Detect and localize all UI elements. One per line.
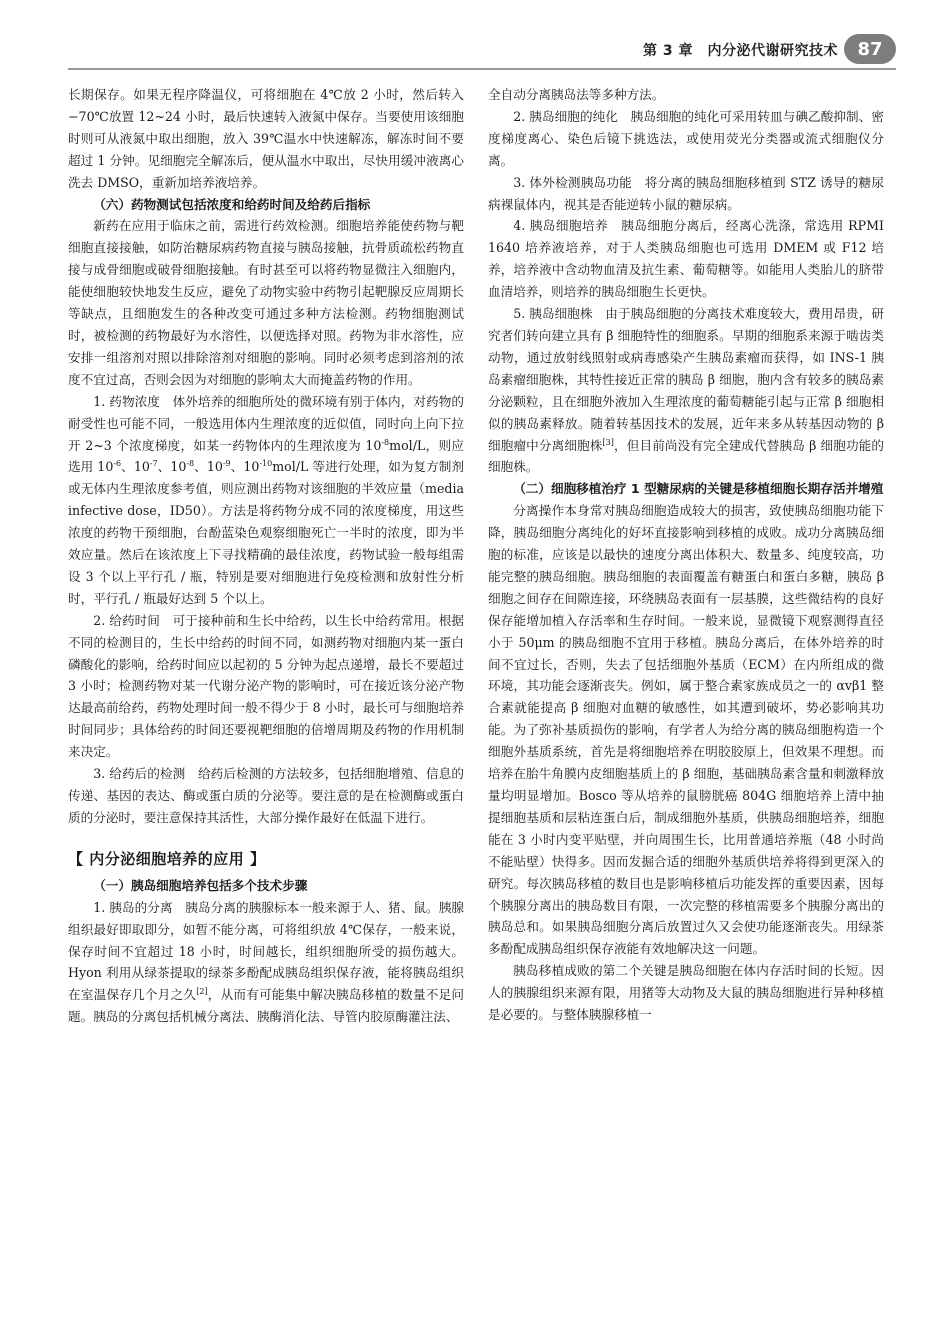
citation-ref[interactable]: [3] <box>602 437 614 447</box>
paragraph: 全自动分离胰岛法等多种方法。 <box>488 87 665 102</box>
left-column <box>68 84 464 1028</box>
text-run: 、10 <box>157 459 187 475</box>
exponent: -9 <box>222 459 231 469</box>
text-run: 、10 <box>194 459 223 475</box>
paragraph-cell-lines <box>488 303 884 478</box>
text-run: 、10 <box>121 459 150 475</box>
page-number-badge: 87 <box>844 34 896 64</box>
exponent: -10 <box>259 459 273 469</box>
exponent: -8 <box>186 459 195 469</box>
paragraph: 3. 给药后的检测 给药后检测的方法较多，包括细胞增殖、信息的传递、基因的表达、酶或蛋白质的分泌等。要注意的是在检测酶或蛋白质的分泌时，要注意保持其活性，大部分操作最好在低温下进行。 <box>68 766 464 825</box>
paragraph: 2. 给药时间 可于接种前和生长中给药，以生长中给药常用。根据不同的检测目的，生长中给药的时间不同，如测药物对细胞内某一蛋白磷酸化的影响，给药时间应以起初的 5 分钟为起点递增，最长不要超过 3 小时；检测药物对某一代谢分泌产物的影响时，可在接近该分泌产物达最高前给药，药物处理时间一般不得少于 8 小时，最长可与细胞培养时间同步；具体给药的时间还要视靶细胞的倍增周期及药物的作用机制来决定。 <box>68 612 464 760</box>
text-run: 5. 胰岛细胞株 由于胰岛细胞的分离技术难度较大，费用昂贵，研究者们转向建立具有 β 细胞特性的细胞系。早期的细胞系来源于啮齿类动物，通过放射线照射或病毒感染产生胰岛素瘤而获得，如 INS-1 胰岛素瘤细胞株，其特性接近正常的胰岛 β 细胞，胞内含有较多的胰岛素分泌颗粒，且在细胞外液加入生理浓度的葡萄糖能引起与正常 β 细胞相似的胰岛素释放。随着转基因技术的发展，近年来多从转基因动物的 β 细胞瘤中分离细胞株 <box>488 306 884 453</box>
exponent: -8 <box>381 437 390 447</box>
subsection-heading: （二）细胞移植治疗 1 型糖尿病的关键是移植细胞长期存活并增殖 <box>513 481 884 497</box>
text-run: ，但目前尚没有完全建成代替胰岛 β 细胞功能的细胞株。 <box>488 437 884 475</box>
header-divider <box>68 68 896 70</box>
paragraph: 3. 体外检测胰岛功能 将分离的胰岛细胞移植到 STZ 诱导的糖尿病裸鼠体内，视其是否能逆转小鼠的糖尿病。 <box>488 174 884 212</box>
chapter-title: 第 3 章 内分泌代谢研究技术 <box>643 43 838 59</box>
paragraph: 分离操作本身常对胰岛细胞造成较大的损害，致使胰岛细胞功能下降，胰岛细胞分离纯化的好坏直接影响到移植的成败。成功分离胰岛细胞的标准，应该是以最快的速度分离出体积大、数量多、纯度较高，功能完整的胰岛细胞。胰岛细胞的表面覆盖有糖蛋白和蛋白多糖，胰岛 β 细胞之间存在间隙连接，环绕胰岛表面有一层基膜，这些微结构的良好保存能增加植入存活率和生存时间。一般来说，显微镜下观察测得直径小于 50μm 的胰岛细胞不宜用于移植。胰岛分离后，在体外培养的时间不宜过长，否则，失去了包括细胞外基质（ECM）在内所组成的微环境，其功能会逐渐丧失。例如，属于整合素家族成员之一的 αvβ1 整合素就能提高 β 细胞对血糖的敏感性，如其遭到破坏，势必影响其功能。为了弥补基质损伤的影响，有学者人为给分离的胰岛细胞构造一个细胞外基质系统，首先是将细胞培养在明胶胶原上，但效果不理想。而培养在胎牛角膜内皮细胞基质上的 β 细胞，基础胰岛素含量和刺激释放量均明显增加。Bosco 等从培养的鼠膀胱癌 804G 细胞培养上清中抽提细胞基质和层粘连蛋白后，制成细胞外基质，供胰岛细胞培养，细胞能在 3 小时内变平贴壁，并向周围生长，比用普通培养瓶（48 小时尚不能贴壁）快得多。因而发掘合适的细胞外基质供培养将得到更深入的研究。每次胰岛移植的数目也是影响移植后功能发挥的重要因素，因每个胰腺分离出的胰岛数目有限，一次完整的移植需要多个胰腺分离出的胰岛总和。如果胰岛细胞分离后放置过久又会使功能逐渐丧失。用绿茶多酚配成胰岛组织保存液能有效地解决这一问题。 <box>488 503 884 957</box>
exponent: -7 <box>149 459 158 469</box>
text-run: 1. 药物浓度 体外培养的细胞所处的微环境有别于体内，对药物的耐受性也可能不同，一般选用体内生理浓度的近似值，同时向上向下拉开 2~3 个浓度梯度，如某一药物体内的生理浓度为 10 <box>68 393 464 453</box>
citation-ref[interactable]: [2] <box>196 987 208 997</box>
paragraph: 胰岛移植成败的第二个关键是胰岛细胞在体内存活时间的长短。因人的胰腺组织来源有限，用猪等大动物及大鼠的胰岛细胞进行异种移植是必要的。与整体胰腺移植一 <box>488 963 884 1023</box>
paragraph-drug-concentration <box>68 391 464 610</box>
text-run: ，从而有可能集中解决胰岛移植的数量不足问题。胰岛的分离包括机械分离法、胰酶消化法、导管内胶原酶灌注法、 <box>68 987 465 1025</box>
paragraph: 4. 胰岛细胞培养 胰岛细胞分离后，经离心洗涤，常选用 RPMI 1640 培养液培养，对于人类胰岛细胞也可选用 DMEM 或 F12 培养，培养液中含动物血清及抗生素、葡萄糖等。如能用人类胎儿的脐带血清培养，则培养的胰岛细胞生长更快。 <box>488 218 884 300</box>
text-run: mol/L，则应选用 10 <box>68 437 464 475</box>
section-heading: 【 内分泌细胞培养的应用 】 <box>68 849 266 868</box>
text-run: 1. 胰岛的分离 胰岛分离的胰腺标本一般来源于人、猪、鼠。胰腺组织最好即取即分，如暂不能分离，可将组织放 4℃保存，一般来说，保存时间不宜超过 18 小时，时间越长，组织细胞所受的损伤越大。Hyon 利用从绿茶提取的绿茶多酚配成胰岛组织保存液，能将胰岛组织在室温保存几个月之久 <box>68 899 464 1003</box>
subsection-heading: （六）药物测试包括浓度和给药时间及给药后指标 <box>93 196 371 212</box>
right-column <box>488 84 884 1026</box>
page-header <box>0 34 950 64</box>
text-run: 、10 <box>230 459 260 475</box>
text-run: mol/L 等进行处理，如为复方制剂或无体内生理浓度参考值，则应测出药物对该细胞的半效应量（media infective dose，ID50）。方法是将药物分成不同的浓度梯度，用这些浓度的药物干预细胞，台酚蓝染色观察细胞死亡一半时的浓度，即为半效应量。然后在该浓度上下寻找精确的最佳浓度，药物试验一般每组需设 3 个以上平行孔 / 瓶，特别是要对细胞进行免疫检测和放射性分析时，平行孔 / 瓶最好达到 5 个以上。 <box>68 459 464 606</box>
paragraph: 2. 胰岛细胞的纯化 胰岛细胞的纯化可采用转皿与碘乙酸抑制、密度梯度离心、染色后镜下挑选法，或使用荧光分类器或流式细胞仪分离。 <box>488 108 884 168</box>
subsection-heading: （一）胰岛细胞培养包括多个技术步骤 <box>93 877 308 893</box>
paragraph-islet-isolation <box>68 897 464 1028</box>
exponent: -6 <box>113 459 122 469</box>
paragraph: 长期保存。如果无程序降温仪，可将细胞在 4℃放 2 小时，然后转入 −70℃放置 12~24 小时，最后快速转入液氮中保存。当要使用该细胞时则可从液氮中取出细胞，放入 39℃温水中快速解冻，解冻时间不要超过 1 分钟。见细胞完全解冻后，便从温水中取出，尽快用缓冲液离心洗去 DMSO，重新加培养液培养。 <box>68 87 464 190</box>
paragraph: 新药在应用于临床之前，需进行药效检测。细胞培养能使药物与靶细胞直接接触，如防治糖尿病药物直接与胰岛接触，抗骨质疏松药物直接与成骨细胞或破骨细胞接触。有时甚至可以将药物显微注入细胞内，能使细胞较快地发生反应，避免了动物实验中药物引起靶腺反应周期长等缺点，且细胞发生的各种改变可通过多种方法检测。药物细胞测试时，被检测的药物最好为水溶性，以便选择对照。药物为非水溶性，应安排一组溶剂对照以排除溶剂对细胞的影响。同时必须考虑到溶剂的浓度不宜过高，否则会因为对细胞的影响太大而掩盖药物的作用。 <box>68 218 464 387</box>
